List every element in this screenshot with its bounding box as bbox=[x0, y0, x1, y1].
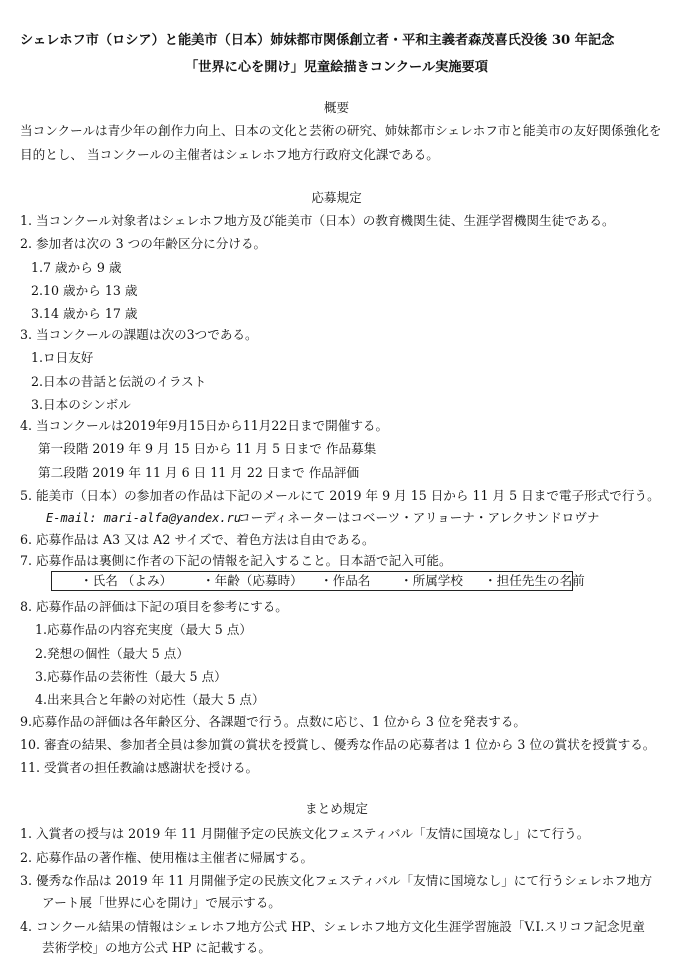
rule-5-email[interactable]: E-mail: mari-alfa@yandex.ru bbox=[46, 511, 242, 525]
rule-8-item: 3.応募作品の芸術性（最大 5 点） bbox=[35, 669, 227, 684]
rule-4-stage-2: 第二段階 2019 年 11 月 6 日 11 月 22 日まで 作品評価 bbox=[38, 465, 360, 480]
summary-3: 3. 優秀な作品は 2019 年 11 月開催予定の民族文化フェスティバル「友情に国境なし」にて行うシェレホフ地方 bbox=[20, 873, 653, 888]
rule-5-coordinator: コーディネーターはコベーツ・アリョーナ・アレクサンドロヴナ bbox=[238, 510, 600, 525]
rule-10: 10. 審査の結果、参加者全員は参加賞の賞状を授賞し、優秀な作品の応募者は 1 位から 3 位の賞状を授賞する。 bbox=[20, 737, 656, 752]
rule-8-item: 1.応募作品の内容充実度（最大 5 点） bbox=[35, 622, 252, 637]
title-line-1: シェレホフ市（ロシア）と能美市（日本）姉妹都市関係創立者・平和主義者森茂喜氏没後 30 年記念 bbox=[20, 33, 615, 48]
rule-3: 3. 当コンクールの課題は次の3つである。 bbox=[20, 327, 258, 342]
rule-7: 7. 応募作品は裏側に作者の下記の情報を記入すること。日本語で記入可能。 bbox=[20, 553, 452, 568]
rule-4: 4. 当コンクールは2019年9月15日から11月22日まで開催する。 bbox=[20, 418, 389, 433]
summary-4-cont: 芸術学校」の地方公式 HP に記載する。 bbox=[42, 940, 271, 955]
rule-2-item: 2.10 歳から 13 歳 bbox=[31, 283, 138, 298]
author-info-item: ・年齢（応募時） bbox=[202, 573, 303, 588]
rule-9: 9.応募作品の評価は各年齢区分、各課題で行う。点数に応じ、1 位から 3 位を発表する。 bbox=[20, 714, 527, 729]
author-info-item: ・所属学校 bbox=[400, 573, 463, 588]
rule-3-item: 3.日本のシンボル bbox=[31, 397, 131, 412]
rule-8-item: 4.出来具合と年齢の対応性（最大 5 点） bbox=[35, 692, 265, 707]
rule-2: 2. 参加者は次の 3 つの年齢区分に分ける。 bbox=[20, 236, 267, 251]
summary-3-cont: アート展「世界に心を開け」で展示する。 bbox=[42, 895, 281, 910]
author-info-item: ・作品名 bbox=[320, 573, 371, 588]
rules-heading: 応募規定 bbox=[311, 190, 362, 205]
rule-2-item: 1.7 歳から 9 歳 bbox=[31, 260, 122, 275]
rule-4-stage-1: 第一段階 2019 年 9 月 15 日から 11 月 5 日まで 作品募集 bbox=[38, 441, 377, 456]
author-info-box bbox=[51, 571, 585, 591]
overview-line-1: 当コンクールは青少年の創作力向上、日本の文化と芸術の研究、姉妹都市シェレホフ市と能美市の友好関係強化を bbox=[20, 123, 662, 138]
author-info-item: ・氏名 （よみ） bbox=[80, 573, 173, 588]
author-info-item: ・担任先生の名前 bbox=[484, 573, 585, 588]
overview-line-2: 目的とし、 当コンクールの主催者はシェレホフ地方行政府文化課である。 bbox=[20, 147, 439, 162]
rule-1: 1. 当コンクール対象者はシェレホフ地方及び能美市（日本）の教育機関生徒、生涯学習機関生徒である。 bbox=[20, 213, 615, 228]
rule-8: 8. 応募作品の評価は下記の項目を参考にする。 bbox=[20, 599, 288, 614]
rule-6: 6. 応募作品は A3 又は A2 サイズで、着色方法は自由である。 bbox=[20, 532, 375, 547]
overview-heading: 概要 bbox=[323, 100, 350, 115]
summary-2: 2. 応募作品の著作権、使用権は主催者に帰属する。 bbox=[20, 850, 314, 865]
rule-8-item: 2.発想の個性（最大 5 点） bbox=[35, 646, 189, 661]
rule-5: 5. 能美市（日本）の参加者の作品は下記のメールにて 2019 年 9 月 15 日から 11 月 5 日まで電子形式で行う。 bbox=[20, 488, 660, 503]
rule-3-item: 2.日本の昔話と伝説のイラスト bbox=[31, 374, 207, 389]
title-line-2: 「世界に心を開け」児童絵描きコンクール実施要項 bbox=[185, 60, 488, 75]
summary-1: 1. 入賞者の授与は 2019 年 11 月開催予定の民族文化フェスティバル「友情に国境なし」にて行う。 bbox=[20, 826, 590, 841]
rule-3-item: 1.ロ日友好 bbox=[31, 350, 94, 365]
rule-2-item: 3.14 歳から 17 歳 bbox=[31, 306, 138, 321]
summary-4: 4. コンクール結果の情報はシェレホフ地方公式 HP、シェレホフ地方文化生涯学習施設「V.I.スリコフ記念児童 bbox=[20, 919, 645, 934]
rule-11: 11. 受賞者の担任教諭は感謝状を授ける。 bbox=[20, 760, 259, 775]
summary-heading: まとめ規定 bbox=[305, 801, 368, 816]
